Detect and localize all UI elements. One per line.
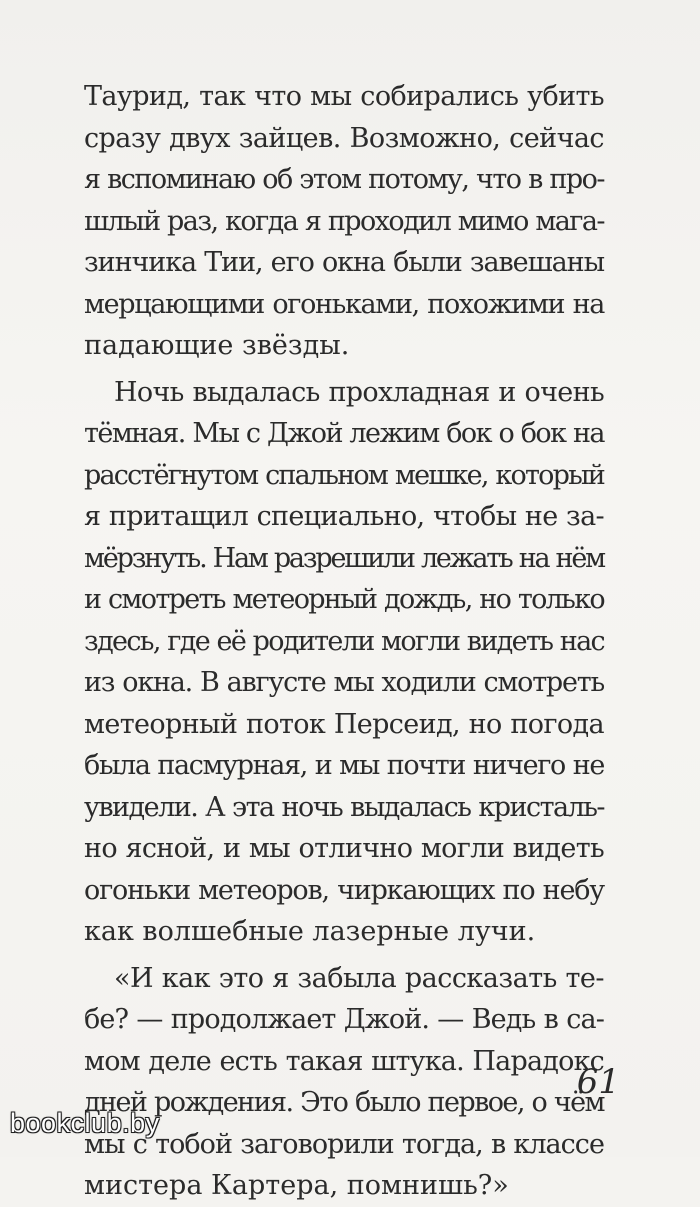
text-line: я притащил специально, чтобы не за- xyxy=(84,501,604,532)
text-line: падающие звёзды. xyxy=(84,330,350,361)
paragraph-2 xyxy=(84,372,604,953)
text-line: Ночь выдалась прохладная и очень xyxy=(114,376,604,408)
text-line: и смотреть метеорный дождь, но только xyxy=(84,584,604,615)
text-line: мы с тобой заговорили тогда, в классе xyxy=(84,1128,604,1160)
text-line: расстёгнутом спальном мешке, который xyxy=(84,459,604,491)
body-text xyxy=(84,76,604,1207)
text-line: мёрзнуть. Нам разрешили лежать на нём xyxy=(84,542,604,574)
text-line: мерцающими огоньками, похожими на xyxy=(84,288,604,320)
text-line: огоньки метеоров, чиркающих по небу xyxy=(84,874,604,906)
text-line: метеорный поток Персеид, но погода xyxy=(84,708,604,740)
text-line: как волшебные лазерные лучи. xyxy=(84,916,536,947)
text-line: была пасмурная, и мы почти ничего не xyxy=(84,750,604,781)
text-line: шлый раз, когда я проходил мимо мага- xyxy=(84,205,604,237)
text-line: сразу двух зайцев. Возможно, сейчас xyxy=(84,122,604,154)
paragraph-1 xyxy=(84,76,604,367)
text-line: я вспоминаю об этом потому, что в про- xyxy=(84,164,604,195)
paragraph-3 xyxy=(84,958,604,1207)
text-line: зинчика Тии, его окна были завешаны xyxy=(84,247,604,278)
text-line: мом деле есть такая штука. Парадокс xyxy=(84,1045,604,1077)
page-number: 61 xyxy=(576,1062,620,1102)
text-line: увидели. А эта ночь выдалась кристаль- xyxy=(84,791,604,823)
text-line: «И как это я забыла рассказать те- xyxy=(114,962,604,994)
text-line: здесь, где её родители могли видеть нас xyxy=(84,625,604,657)
text-line: но ясной, и мы отлично могли видеть xyxy=(84,833,604,864)
text-line: тёмная. Мы с Джой лежим бок о бок на xyxy=(84,418,604,449)
text-line: бе? — продолжает Джой. — Ведь в са- xyxy=(84,1004,604,1035)
text-line: мистера Картера, помнишь?» xyxy=(84,1170,509,1201)
text-line: из окна. В августе мы ходили смотреть xyxy=(84,667,604,698)
text-line: Таурид, так что мы собирались убить xyxy=(84,81,604,112)
watermark: bookclub.by xyxy=(10,1108,160,1138)
text-line: дней рождения. Это было первое, о чём xyxy=(84,1087,604,1118)
